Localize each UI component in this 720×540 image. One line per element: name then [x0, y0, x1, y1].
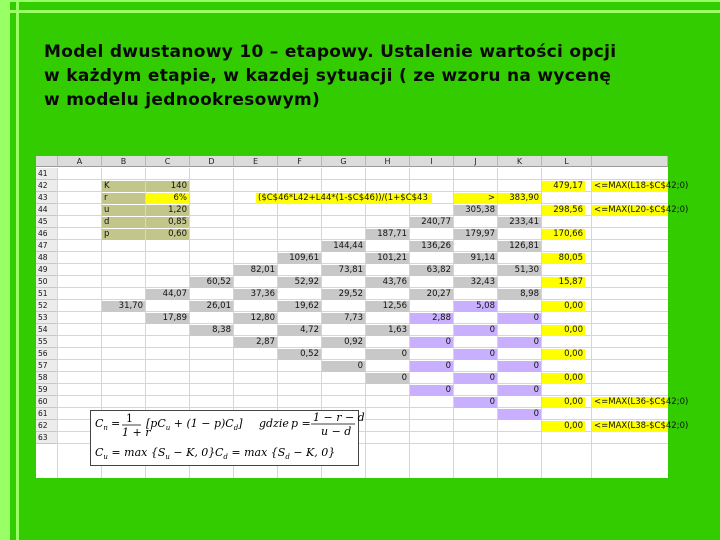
- value-cell-j50[interactable]: 32,43: [454, 277, 497, 288]
- param-value-d[interactable]: 0,85: [146, 217, 189, 228]
- value-cell-h56[interactable]: 0: [366, 349, 409, 360]
- value-cell-l48[interactable]: 80,05: [542, 253, 585, 264]
- value-cell-j54[interactable]: 0: [454, 325, 497, 336]
- svg-text:1 − r − d: 1 − r − d: [313, 411, 365, 424]
- value-cell-h46[interactable]: 187,71: [366, 229, 409, 240]
- value-cell-j56[interactable]: 0: [454, 349, 497, 360]
- svg-text:Cd = max {Sd − K, 0}: $C_d = \max \{S_d - K$, 0}: [215, 446, 336, 461]
- row-header-52[interactable]: 52: [36, 300, 58, 312]
- value-cell-l42[interactable]: 479,17: [542, 181, 585, 192]
- value-cell-g55[interactable]: 0,92: [322, 337, 365, 348]
- value-cell-f56[interactable]: 0,52: [278, 349, 321, 360]
- value-cell-h54[interactable]: 1,63: [366, 325, 409, 336]
- gridline-col: [57, 168, 58, 478]
- formula-image: [90, 410, 365, 466]
- param-label-d[interactable]: d: [102, 217, 145, 228]
- svg-text:1 + r: 1 + r: [122, 426, 151, 439]
- value-cell-k55[interactable]: 0: [498, 337, 541, 348]
- value-cell-d52[interactable]: 26,01: [190, 301, 233, 312]
- value-cell-j44[interactable]: 305,38: [454, 205, 497, 216]
- value-cell-g49[interactable]: 73,81: [322, 265, 365, 276]
- top-accent-bar-thin: [0, 0, 720, 2]
- value-cell-l46[interactable]: 170,66: [542, 229, 585, 240]
- left-accent-bar: [0, 0, 10, 540]
- param-label-r[interactable]: r: [102, 193, 145, 204]
- row-header-56[interactable]: 56: [36, 348, 58, 360]
- row-header-47[interactable]: 47: [36, 240, 58, 252]
- column-header-blank[interactable]: [592, 156, 668, 167]
- row-header-42[interactable]: 42: [36, 180, 58, 192]
- row-header-61[interactable]: 61: [36, 408, 58, 420]
- value-cell-j46[interactable]: 179,97: [454, 229, 497, 240]
- column-header-d[interactable]: D: [190, 156, 234, 167]
- sheet-corner[interactable]: [36, 156, 58, 167]
- spreadsheet[interactable]: [36, 156, 689, 478]
- column-header-k[interactable]: K: [498, 156, 542, 167]
- param-value-p[interactable]: 0,60: [146, 229, 189, 240]
- row-header-43[interactable]: 43: [36, 192, 58, 204]
- row-header-55[interactable]: 55: [36, 336, 58, 348]
- column-header-h[interactable]: H: [366, 156, 410, 167]
- page-title: [44, 40, 704, 112]
- param-value-K[interactable]: 140: [146, 181, 189, 192]
- left-accent-bar-thin: [16, 0, 19, 540]
- value-cell-h48[interactable]: 101,21: [366, 253, 409, 264]
- formula-note-62[interactable]: <=MAX(L38-$C$42;0): [594, 420, 689, 431]
- formula-graphic: [91, 411, 365, 465]
- value-cell-f48[interactable]: 109,61: [278, 253, 321, 264]
- param-label-u[interactable]: u: [102, 205, 145, 216]
- value-cell-c53[interactable]: 17,89: [146, 313, 189, 324]
- value-cell-l58[interactable]: 0,00: [542, 373, 585, 384]
- value-cell-j60[interactable]: 0: [454, 397, 497, 408]
- value-cell-f50[interactable]: 52,92: [278, 277, 321, 288]
- row-header-60[interactable]: 60: [36, 396, 58, 408]
- formula-cell[interactable]: ($C$46*L42+L44*(1-$C$46))/(1+$C$43: [256, 193, 432, 204]
- row-header-48[interactable]: 48: [36, 252, 58, 264]
- value-cell-l52[interactable]: 0,00: [542, 301, 585, 312]
- value-cell-k53[interactable]: 0: [498, 313, 541, 324]
- row-header-45[interactable]: 45: [36, 216, 58, 228]
- value-cell-e49[interactable]: 82,01: [234, 265, 277, 276]
- value-cell-g57[interactable]: 0: [322, 361, 365, 372]
- svg-text:p =: p =: [291, 417, 311, 430]
- svg-text:gdzie: gdzie: [259, 417, 289, 430]
- value-cell-k61[interactable]: 0: [498, 409, 541, 420]
- value-cell-d54[interactable]: 8,38: [190, 325, 233, 336]
- row-header-57[interactable]: 57: [36, 360, 58, 372]
- value-cell-h52[interactable]: 12,56: [366, 301, 409, 312]
- column-header-i[interactable]: I: [410, 156, 454, 167]
- param-label-p[interactable]: p: [102, 229, 145, 240]
- value-cell-i57[interactable]: 0: [410, 361, 453, 372]
- formula-note-60[interactable]: <=MAX(L36-$C$42;0): [594, 396, 689, 407]
- svg-text:Cu = max {Su − K, 0}: $C_u = \max \{S_u - K$, 0}: [95, 446, 216, 461]
- value-cell-f52[interactable]: 19,62: [278, 301, 321, 312]
- value-cell-c51[interactable]: 44,07: [146, 289, 189, 300]
- value-cell-l60[interactable]: 0,00: [542, 397, 585, 408]
- value-cell-l56[interactable]: 0,00: [542, 349, 585, 360]
- value-cell-k51[interactable]: 8,98: [498, 289, 541, 300]
- value-cell-d50[interactable]: 60,52: [190, 277, 233, 288]
- column-header-l[interactable]: L: [542, 156, 592, 167]
- row-header-63[interactable]: 63: [36, 432, 58, 444]
- value-cell-g53[interactable]: 7,73: [322, 313, 365, 324]
- row-header-62[interactable]: 62: [36, 420, 58, 432]
- top-accent-bar: [0, 10, 720, 13]
- row-header-46[interactable]: 46: [36, 228, 58, 240]
- title-line-2: w każdym etapie, w kazdej sytuacji ( ze wzoru na wycenę: [44, 66, 612, 86]
- column-header-b[interactable]: B: [102, 156, 146, 167]
- value-cell-k43[interactable]: 383,90: [498, 193, 541, 204]
- value-cell-h58[interactable]: 0: [366, 373, 409, 384]
- value-cell-i49[interactable]: 63,82: [410, 265, 453, 276]
- value-cell-l54[interactable]: 0,00: [542, 325, 585, 336]
- gridline-col: [365, 168, 366, 478]
- value-cell-e55[interactable]: 2,87: [234, 337, 277, 348]
- value-cell-i55[interactable]: 0: [410, 337, 453, 348]
- row-header-49[interactable]: 49: [36, 264, 58, 276]
- svg-text:u − d: u − d: [321, 425, 352, 438]
- value-cell-b52[interactable]: 31,70: [102, 301, 145, 312]
- column-header-j[interactable]: J: [454, 156, 498, 167]
- value-cell-k47[interactable]: 126,81: [498, 241, 541, 252]
- value-cell-f54[interactable]: 4,72: [278, 325, 321, 336]
- column-header-e[interactable]: E: [234, 156, 278, 167]
- row-header-54[interactable]: 54: [36, 324, 58, 336]
- value-cell-j58[interactable]: 0: [454, 373, 497, 384]
- value-cell-l44[interactable]: 298,56: [542, 205, 585, 216]
- value-cell-j52[interactable]: 5,08: [454, 301, 497, 312]
- value-cell-l50[interactable]: 15,87: [542, 277, 585, 288]
- svg-text:[pCu + (1 − p)Cd]: $[pC_u + (1 - p)C_d]$: [146, 417, 243, 432]
- formula-note-44[interactable]: <=MAX(L20-$C$42;0): [594, 204, 689, 215]
- title-line-1: Model dwustanowy 10 – etapowy. Ustalenie wartości opcji: [44, 42, 617, 62]
- value-cell-i45[interactable]: 240,77: [410, 217, 453, 228]
- formula-note-42[interactable]: <=MAX(L18-$C$42;0): [594, 180, 689, 191]
- row-header-59[interactable]: 59: [36, 384, 58, 396]
- param-label-K[interactable]: K: [102, 181, 145, 192]
- value-cell-k57[interactable]: 0: [498, 361, 541, 372]
- value-cell-h50[interactable]: 43,76: [366, 277, 409, 288]
- value-cell-l62[interactable]: 0,00: [542, 421, 585, 432]
- param-value-r[interactable]: 6%: [146, 193, 189, 204]
- svg-text:1: 1: [126, 412, 133, 425]
- value-cell-i59[interactable]: 0: [410, 385, 453, 396]
- value-cell-e51[interactable]: 37,36: [234, 289, 277, 300]
- row-header-41[interactable]: 41: [36, 168, 58, 180]
- column-header-c[interactable]: C: [146, 156, 190, 167]
- column-header-g[interactable]: G: [322, 156, 366, 167]
- row-header-51[interactable]: 51: [36, 288, 58, 300]
- row-header-58[interactable]: 58: [36, 372, 58, 384]
- value-cell-e53[interactable]: 12,80: [234, 313, 277, 324]
- value-cell-i47[interactable]: 136,26: [410, 241, 453, 252]
- row-header-50[interactable]: 50: [36, 276, 58, 288]
- row-header-44[interactable]: 44: [36, 204, 58, 216]
- value-cell-i51[interactable]: 20,27: [410, 289, 453, 300]
- svg-text:=: =: [111, 417, 121, 430]
- param-value-u[interactable]: 1,20: [146, 205, 189, 216]
- gt-sign-cell[interactable]: >: [454, 193, 497, 204]
- value-cell-g51[interactable]: 29,52: [322, 289, 365, 300]
- column-header-a[interactable]: A: [58, 156, 102, 167]
- row-header-53[interactable]: 53: [36, 312, 58, 324]
- value-cell-i53[interactable]: 2,88: [410, 313, 453, 324]
- value-cell-j48[interactable]: 91,14: [454, 253, 497, 264]
- svg-text:Cn: $C_n$: [95, 417, 108, 432]
- value-cell-k49[interactable]: 51,30: [498, 265, 541, 276]
- value-cell-g47[interactable]: 144,44: [322, 241, 365, 252]
- value-cell-k59[interactable]: 0: [498, 385, 541, 396]
- column-header-f[interactable]: F: [278, 156, 322, 167]
- title-line-3: w modelu jednookresowym): [44, 90, 321, 110]
- value-cell-k45[interactable]: 233,41: [498, 217, 541, 228]
